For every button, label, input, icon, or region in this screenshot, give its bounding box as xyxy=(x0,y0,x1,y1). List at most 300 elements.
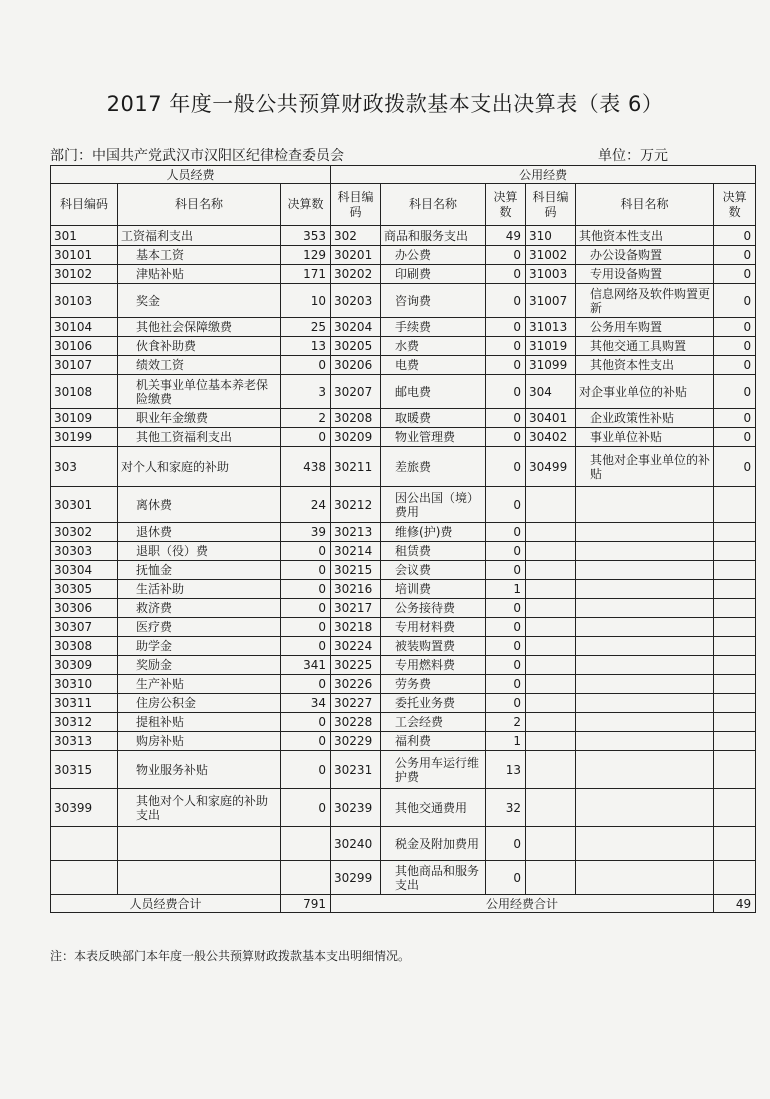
cell-code xyxy=(526,713,576,732)
table-row xyxy=(51,599,756,618)
cell-amount: 0 xyxy=(714,246,756,265)
cell-name xyxy=(576,637,714,656)
cell-amount: 0 xyxy=(486,447,526,487)
cell-name: 办公设备购置 xyxy=(576,246,714,265)
cell-name: 伙食补助费 xyxy=(118,337,281,356)
cell-code: 30224 xyxy=(331,637,381,656)
cell-name: 企业政策性补贴 xyxy=(576,409,714,428)
cell-amount: 0 xyxy=(486,675,526,694)
cell-amount: 0 xyxy=(486,599,526,618)
cell-amount: 0 xyxy=(486,861,526,895)
cell-code: 30217 xyxy=(331,599,381,618)
cell-name: 其他社会保障缴费 xyxy=(118,318,281,337)
cell-name: 培训费 xyxy=(381,580,486,599)
cell-amount xyxy=(714,861,756,895)
cell-code: 30104 xyxy=(51,318,118,337)
cell-code xyxy=(526,487,576,523)
cell-amount xyxy=(281,861,331,895)
amount-header: 决算数 xyxy=(281,184,331,226)
cell-amount xyxy=(714,732,756,751)
cell-name xyxy=(576,732,714,751)
cell-code: 30109 xyxy=(51,409,118,428)
cell-code: 30312 xyxy=(51,713,118,732)
cell-amount: 0 xyxy=(281,428,331,447)
cell-amount: 0 xyxy=(281,618,331,637)
cell-amount: 0 xyxy=(486,428,526,447)
footnote: 注：本表反映部门本年度一般公共预算财政拨款基本支出明细情况。 xyxy=(50,949,411,963)
cell-code: 30240 xyxy=(331,827,381,861)
cell-amount: 0 xyxy=(281,561,331,580)
cell-name: 其他资本性支出 xyxy=(576,356,714,375)
cell-name: 邮电费 xyxy=(381,375,486,409)
cell-code: 302 xyxy=(331,226,381,246)
table-row xyxy=(51,409,756,428)
cell-code xyxy=(526,732,576,751)
cell-name: 工会经费 xyxy=(381,713,486,732)
cell-name: 绩效工资 xyxy=(118,356,281,375)
cell-code: 30399 xyxy=(51,789,118,827)
cell-code: 30315 xyxy=(51,751,118,789)
cell-amount: 0 xyxy=(486,618,526,637)
cell-name: 住房公积金 xyxy=(118,694,281,713)
cell-amount: 39 xyxy=(281,523,331,542)
cell-amount: 0 xyxy=(714,337,756,356)
cell-code: 30199 xyxy=(51,428,118,447)
cell-name xyxy=(576,580,714,599)
cell-amount: 0 xyxy=(714,447,756,487)
cell-amount: 0 xyxy=(486,409,526,428)
table-row xyxy=(51,523,756,542)
cell-code: 30304 xyxy=(51,561,118,580)
cell-code: 30204 xyxy=(331,318,381,337)
cell-amount: 1 xyxy=(486,580,526,599)
cell-name: 专用燃料费 xyxy=(381,656,486,675)
code-header: 科目编码 xyxy=(526,184,576,226)
cell-code: 30310 xyxy=(51,675,118,694)
cell-amount: 25 xyxy=(281,318,331,337)
cell-name: 救济费 xyxy=(118,599,281,618)
cell-name xyxy=(576,789,714,827)
unit-label: 单位：万元 xyxy=(598,148,668,164)
cell-name: 公务用车购置 xyxy=(576,318,714,337)
cell-name xyxy=(576,861,714,895)
cell-code xyxy=(526,580,576,599)
cell-code: 30229 xyxy=(331,732,381,751)
cell-amount: 0 xyxy=(281,599,331,618)
table-row xyxy=(51,827,756,861)
cell-name xyxy=(576,542,714,561)
name-header: 科目名称 xyxy=(576,184,714,226)
cell-code: 30226 xyxy=(331,675,381,694)
cell-code xyxy=(526,656,576,675)
cell-code: 30208 xyxy=(331,409,381,428)
cell-amount xyxy=(281,827,331,861)
cell-amount: 0 xyxy=(281,675,331,694)
public-header: 公用经费 xyxy=(331,166,756,184)
code-header: 科目编码 xyxy=(331,184,381,226)
cell-code: 30103 xyxy=(51,284,118,318)
cell-amount: 32 xyxy=(486,789,526,827)
cell-code xyxy=(526,618,576,637)
cell-amount: 0 xyxy=(714,375,756,409)
cell-name: 公务用车运行维护费 xyxy=(381,751,486,789)
cell-code: 30203 xyxy=(331,284,381,318)
cell-code: 30499 xyxy=(526,447,576,487)
cell-code xyxy=(526,523,576,542)
cell-name xyxy=(118,861,281,895)
cell-code xyxy=(526,542,576,561)
department-label: 部门：中国共产党武汉市汉阳区纪律检查委员会 xyxy=(50,148,344,164)
table-row xyxy=(51,751,756,789)
cell-name: 退职（役）费 xyxy=(118,542,281,561)
cell-amount: 0 xyxy=(714,428,756,447)
cell-name: 购房补贴 xyxy=(118,732,281,751)
cell-code xyxy=(526,751,576,789)
cell-code: 31019 xyxy=(526,337,576,356)
table-row xyxy=(51,284,756,318)
cell-amount: 0 xyxy=(486,265,526,284)
cell-name: 印刷费 xyxy=(381,265,486,284)
cell-amount: 2 xyxy=(281,409,331,428)
cell-code: 30308 xyxy=(51,637,118,656)
cell-name xyxy=(576,523,714,542)
cell-name: 抚恤金 xyxy=(118,561,281,580)
table-row xyxy=(51,675,756,694)
cell-name: 会议费 xyxy=(381,561,486,580)
cell-name: 委托业务费 xyxy=(381,694,486,713)
cell-name: 提租补贴 xyxy=(118,713,281,732)
cell-code: 30201 xyxy=(331,246,381,265)
table-row xyxy=(51,561,756,580)
cell-name xyxy=(576,751,714,789)
cell-name xyxy=(576,561,714,580)
cell-name xyxy=(576,694,714,713)
cell-amount: 1 xyxy=(486,732,526,751)
cell-amount: 341 xyxy=(281,656,331,675)
cell-amount xyxy=(714,523,756,542)
cell-code: 310 xyxy=(526,226,576,246)
cell-amount xyxy=(714,599,756,618)
cell-amount: 0 xyxy=(714,284,756,318)
cell-code: 31099 xyxy=(526,356,576,375)
cell-code: 30231 xyxy=(331,751,381,789)
cell-code: 304 xyxy=(526,375,576,409)
cell-code: 30227 xyxy=(331,694,381,713)
table-row xyxy=(51,580,756,599)
table-row xyxy=(51,542,756,561)
cell-name: 租赁费 xyxy=(381,542,486,561)
cell-amount: 0 xyxy=(486,246,526,265)
cell-amount: 0 xyxy=(486,337,526,356)
table-row xyxy=(51,356,756,375)
cell-amount xyxy=(714,675,756,694)
cell-amount: 0 xyxy=(486,561,526,580)
cell-name: 生产补贴 xyxy=(118,675,281,694)
cell-code xyxy=(51,861,118,895)
cell-amount: 0 xyxy=(281,637,331,656)
cell-name xyxy=(576,713,714,732)
cell-name xyxy=(576,487,714,523)
cell-code xyxy=(526,561,576,580)
table-row xyxy=(51,637,756,656)
cell-name: 津贴补贴 xyxy=(118,265,281,284)
cell-amount: 353 xyxy=(281,226,331,246)
cell-name: 其他对个人和家庭的补助支出 xyxy=(118,789,281,827)
name-header: 科目名称 xyxy=(381,184,486,226)
cell-name: 其他交通费用 xyxy=(381,789,486,827)
cell-code: 30107 xyxy=(51,356,118,375)
cell-name: 退休费 xyxy=(118,523,281,542)
cell-name: 基本工资 xyxy=(118,246,281,265)
cell-code: 30225 xyxy=(331,656,381,675)
cell-name: 生活补助 xyxy=(118,580,281,599)
table-row xyxy=(51,694,756,713)
cell-name: 医疗费 xyxy=(118,618,281,637)
cell-amount: 0 xyxy=(486,637,526,656)
cell-name: 对个人和家庭的补助 xyxy=(118,447,281,487)
budget-table xyxy=(50,165,756,913)
cell-code: 30211 xyxy=(331,447,381,487)
cell-name: 商品和服务支出 xyxy=(381,226,486,246)
cell-amount xyxy=(714,827,756,861)
cell-name: 物业服务补贴 xyxy=(118,751,281,789)
cell-name: 职业年金缴费 xyxy=(118,409,281,428)
cell-name: 其他对企事业单位的补贴 xyxy=(576,447,714,487)
cell-amount: 0 xyxy=(281,751,331,789)
cell-code: 30101 xyxy=(51,246,118,265)
table-row xyxy=(51,656,756,675)
cell-code: 30299 xyxy=(331,861,381,895)
cell-code: 31007 xyxy=(526,284,576,318)
cell-code: 301 xyxy=(51,226,118,246)
cell-code: 30306 xyxy=(51,599,118,618)
table-row xyxy=(51,447,756,487)
cell-code: 30205 xyxy=(331,337,381,356)
cell-code: 30207 xyxy=(331,375,381,409)
cell-amount: 0 xyxy=(714,409,756,428)
cell-amount: 171 xyxy=(281,265,331,284)
cell-name: 其他工资福利支出 xyxy=(118,428,281,447)
cell-name: 公务接待费 xyxy=(381,599,486,618)
cell-code: 30202 xyxy=(331,265,381,284)
cell-code: 30102 xyxy=(51,265,118,284)
table-row xyxy=(51,318,756,337)
cell-code: 30106 xyxy=(51,337,118,356)
cell-amount xyxy=(714,656,756,675)
name-header: 科目名称 xyxy=(118,184,281,226)
cell-name: 奖励金 xyxy=(118,656,281,675)
cell-name: 福利费 xyxy=(381,732,486,751)
cell-name: 物业管理费 xyxy=(381,428,486,447)
cell-name: 劳务费 xyxy=(381,675,486,694)
cell-name: 办公费 xyxy=(381,246,486,265)
table-row xyxy=(51,861,756,895)
table-row xyxy=(51,226,756,246)
cell-name: 其他资本性支出 xyxy=(576,226,714,246)
cell-name: 水费 xyxy=(381,337,486,356)
cell-code: 30303 xyxy=(51,542,118,561)
cell-amount: 0 xyxy=(486,827,526,861)
personnel-total-label: 人员经费合计 xyxy=(51,895,281,913)
public-total-value: 49 xyxy=(714,895,756,913)
cell-name: 工资福利支出 xyxy=(118,226,281,246)
cell-amount: 438 xyxy=(281,447,331,487)
cell-name xyxy=(576,827,714,861)
amount-header: 决算数 xyxy=(714,184,756,226)
table-row xyxy=(51,428,756,447)
cell-code: 303 xyxy=(51,447,118,487)
cell-amount: 0 xyxy=(486,694,526,713)
table-row xyxy=(51,337,756,356)
cell-amount: 0 xyxy=(486,375,526,409)
cell-amount: 0 xyxy=(486,284,526,318)
cell-name: 信息网络及软件购置更新 xyxy=(576,284,714,318)
cell-code: 30206 xyxy=(331,356,381,375)
cell-code: 30216 xyxy=(331,580,381,599)
cell-amount: 0 xyxy=(714,226,756,246)
cell-amount xyxy=(714,487,756,523)
cell-code: 30108 xyxy=(51,375,118,409)
cell-code: 30401 xyxy=(526,409,576,428)
table-row xyxy=(51,246,756,265)
cell-code xyxy=(526,789,576,827)
cell-name: 离休费 xyxy=(118,487,281,523)
cell-amount: 0 xyxy=(281,732,331,751)
cell-amount xyxy=(714,713,756,732)
cell-code: 30239 xyxy=(331,789,381,827)
cell-name: 其他商品和服务支出 xyxy=(381,861,486,895)
cell-name: 电费 xyxy=(381,356,486,375)
cell-code xyxy=(526,599,576,618)
cell-amount xyxy=(714,618,756,637)
cell-code: 30313 xyxy=(51,732,118,751)
cell-name: 助学金 xyxy=(118,637,281,656)
cell-amount: 3 xyxy=(281,375,331,409)
cell-amount xyxy=(714,751,756,789)
cell-name: 维修(护)费 xyxy=(381,523,486,542)
table-row xyxy=(51,265,756,284)
cell-name: 差旅费 xyxy=(381,447,486,487)
cell-code xyxy=(51,827,118,861)
cell-amount: 0 xyxy=(281,356,331,375)
cell-amount xyxy=(714,542,756,561)
cell-amount: 13 xyxy=(281,337,331,356)
cell-name xyxy=(576,599,714,618)
cell-name: 事业单位补贴 xyxy=(576,428,714,447)
cell-code: 30302 xyxy=(51,523,118,542)
cell-amount: 34 xyxy=(281,694,331,713)
cell-code: 31003 xyxy=(526,265,576,284)
cell-amount: 0 xyxy=(714,265,756,284)
cell-name: 咨询费 xyxy=(381,284,486,318)
table-row xyxy=(51,732,756,751)
cell-name: 对企事业单位的补贴 xyxy=(576,375,714,409)
cell-code: 30213 xyxy=(331,523,381,542)
cell-code: 30301 xyxy=(51,487,118,523)
cell-code: 30215 xyxy=(331,561,381,580)
cell-code xyxy=(526,861,576,895)
cell-amount: 0 xyxy=(486,318,526,337)
cell-amount: 0 xyxy=(281,580,331,599)
cell-name: 取暖费 xyxy=(381,409,486,428)
cell-code: 30228 xyxy=(331,713,381,732)
table-body xyxy=(51,226,756,895)
cell-name: 被装购置费 xyxy=(381,637,486,656)
page-title: 2017 年度一般公共预算财政拨款基本支出决算表（表 6） xyxy=(106,92,664,116)
cell-name: 税金及附加费用 xyxy=(381,827,486,861)
cell-code: 30307 xyxy=(51,618,118,637)
table-row xyxy=(51,713,756,732)
cell-amount: 0 xyxy=(281,789,331,827)
cell-amount: 13 xyxy=(486,751,526,789)
cell-amount: 129 xyxy=(281,246,331,265)
cell-amount: 0 xyxy=(486,356,526,375)
personnel-header: 人员经费 xyxy=(51,166,331,184)
cell-amount xyxy=(714,637,756,656)
cell-name: 因公出国（境）费用 xyxy=(381,487,486,523)
table-row xyxy=(51,375,756,409)
table-row xyxy=(51,789,756,827)
cell-name: 机关事业单位基本养老保险缴费 xyxy=(118,375,281,409)
cell-name: 奖金 xyxy=(118,284,281,318)
cell-code xyxy=(526,827,576,861)
personnel-total-value: 791 xyxy=(281,895,331,913)
cell-code: 30311 xyxy=(51,694,118,713)
cell-code: 30305 xyxy=(51,580,118,599)
public-total-label: 公用经费合计 xyxy=(331,895,714,913)
cell-amount: 0 xyxy=(281,713,331,732)
cell-amount: 0 xyxy=(714,356,756,375)
cell-code: 30214 xyxy=(331,542,381,561)
table-row xyxy=(51,487,756,523)
cell-name: 专用设备购置 xyxy=(576,265,714,284)
cell-amount: 0 xyxy=(714,318,756,337)
cell-amount xyxy=(714,694,756,713)
cell-code: 30218 xyxy=(331,618,381,637)
cell-code xyxy=(526,675,576,694)
cell-name xyxy=(118,827,281,861)
cell-amount: 49 xyxy=(486,226,526,246)
cell-code: 30209 xyxy=(331,428,381,447)
cell-code: 31013 xyxy=(526,318,576,337)
cell-name: 专用材料费 xyxy=(381,618,486,637)
cell-code xyxy=(526,694,576,713)
cell-amount: 10 xyxy=(281,284,331,318)
cell-amount: 24 xyxy=(281,487,331,523)
cell-amount: 0 xyxy=(486,656,526,675)
cell-amount: 0 xyxy=(486,523,526,542)
cell-code: 30309 xyxy=(51,656,118,675)
cell-code: 31002 xyxy=(526,246,576,265)
cell-code: 30402 xyxy=(526,428,576,447)
cell-code xyxy=(526,637,576,656)
amount-header: 决算数 xyxy=(486,184,526,226)
cell-name: 手续费 xyxy=(381,318,486,337)
cell-amount xyxy=(714,580,756,599)
code-header: 科目编码 xyxy=(51,184,118,226)
cell-name xyxy=(576,618,714,637)
cell-amount: 0 xyxy=(486,487,526,523)
cell-name xyxy=(576,675,714,694)
cell-amount: 0 xyxy=(486,542,526,561)
cell-amount: 2 xyxy=(486,713,526,732)
cell-amount xyxy=(714,561,756,580)
table-row xyxy=(51,618,756,637)
cell-name: 其他交通工具购置 xyxy=(576,337,714,356)
cell-amount xyxy=(714,789,756,827)
cell-code: 30212 xyxy=(331,487,381,523)
cell-name xyxy=(576,656,714,675)
